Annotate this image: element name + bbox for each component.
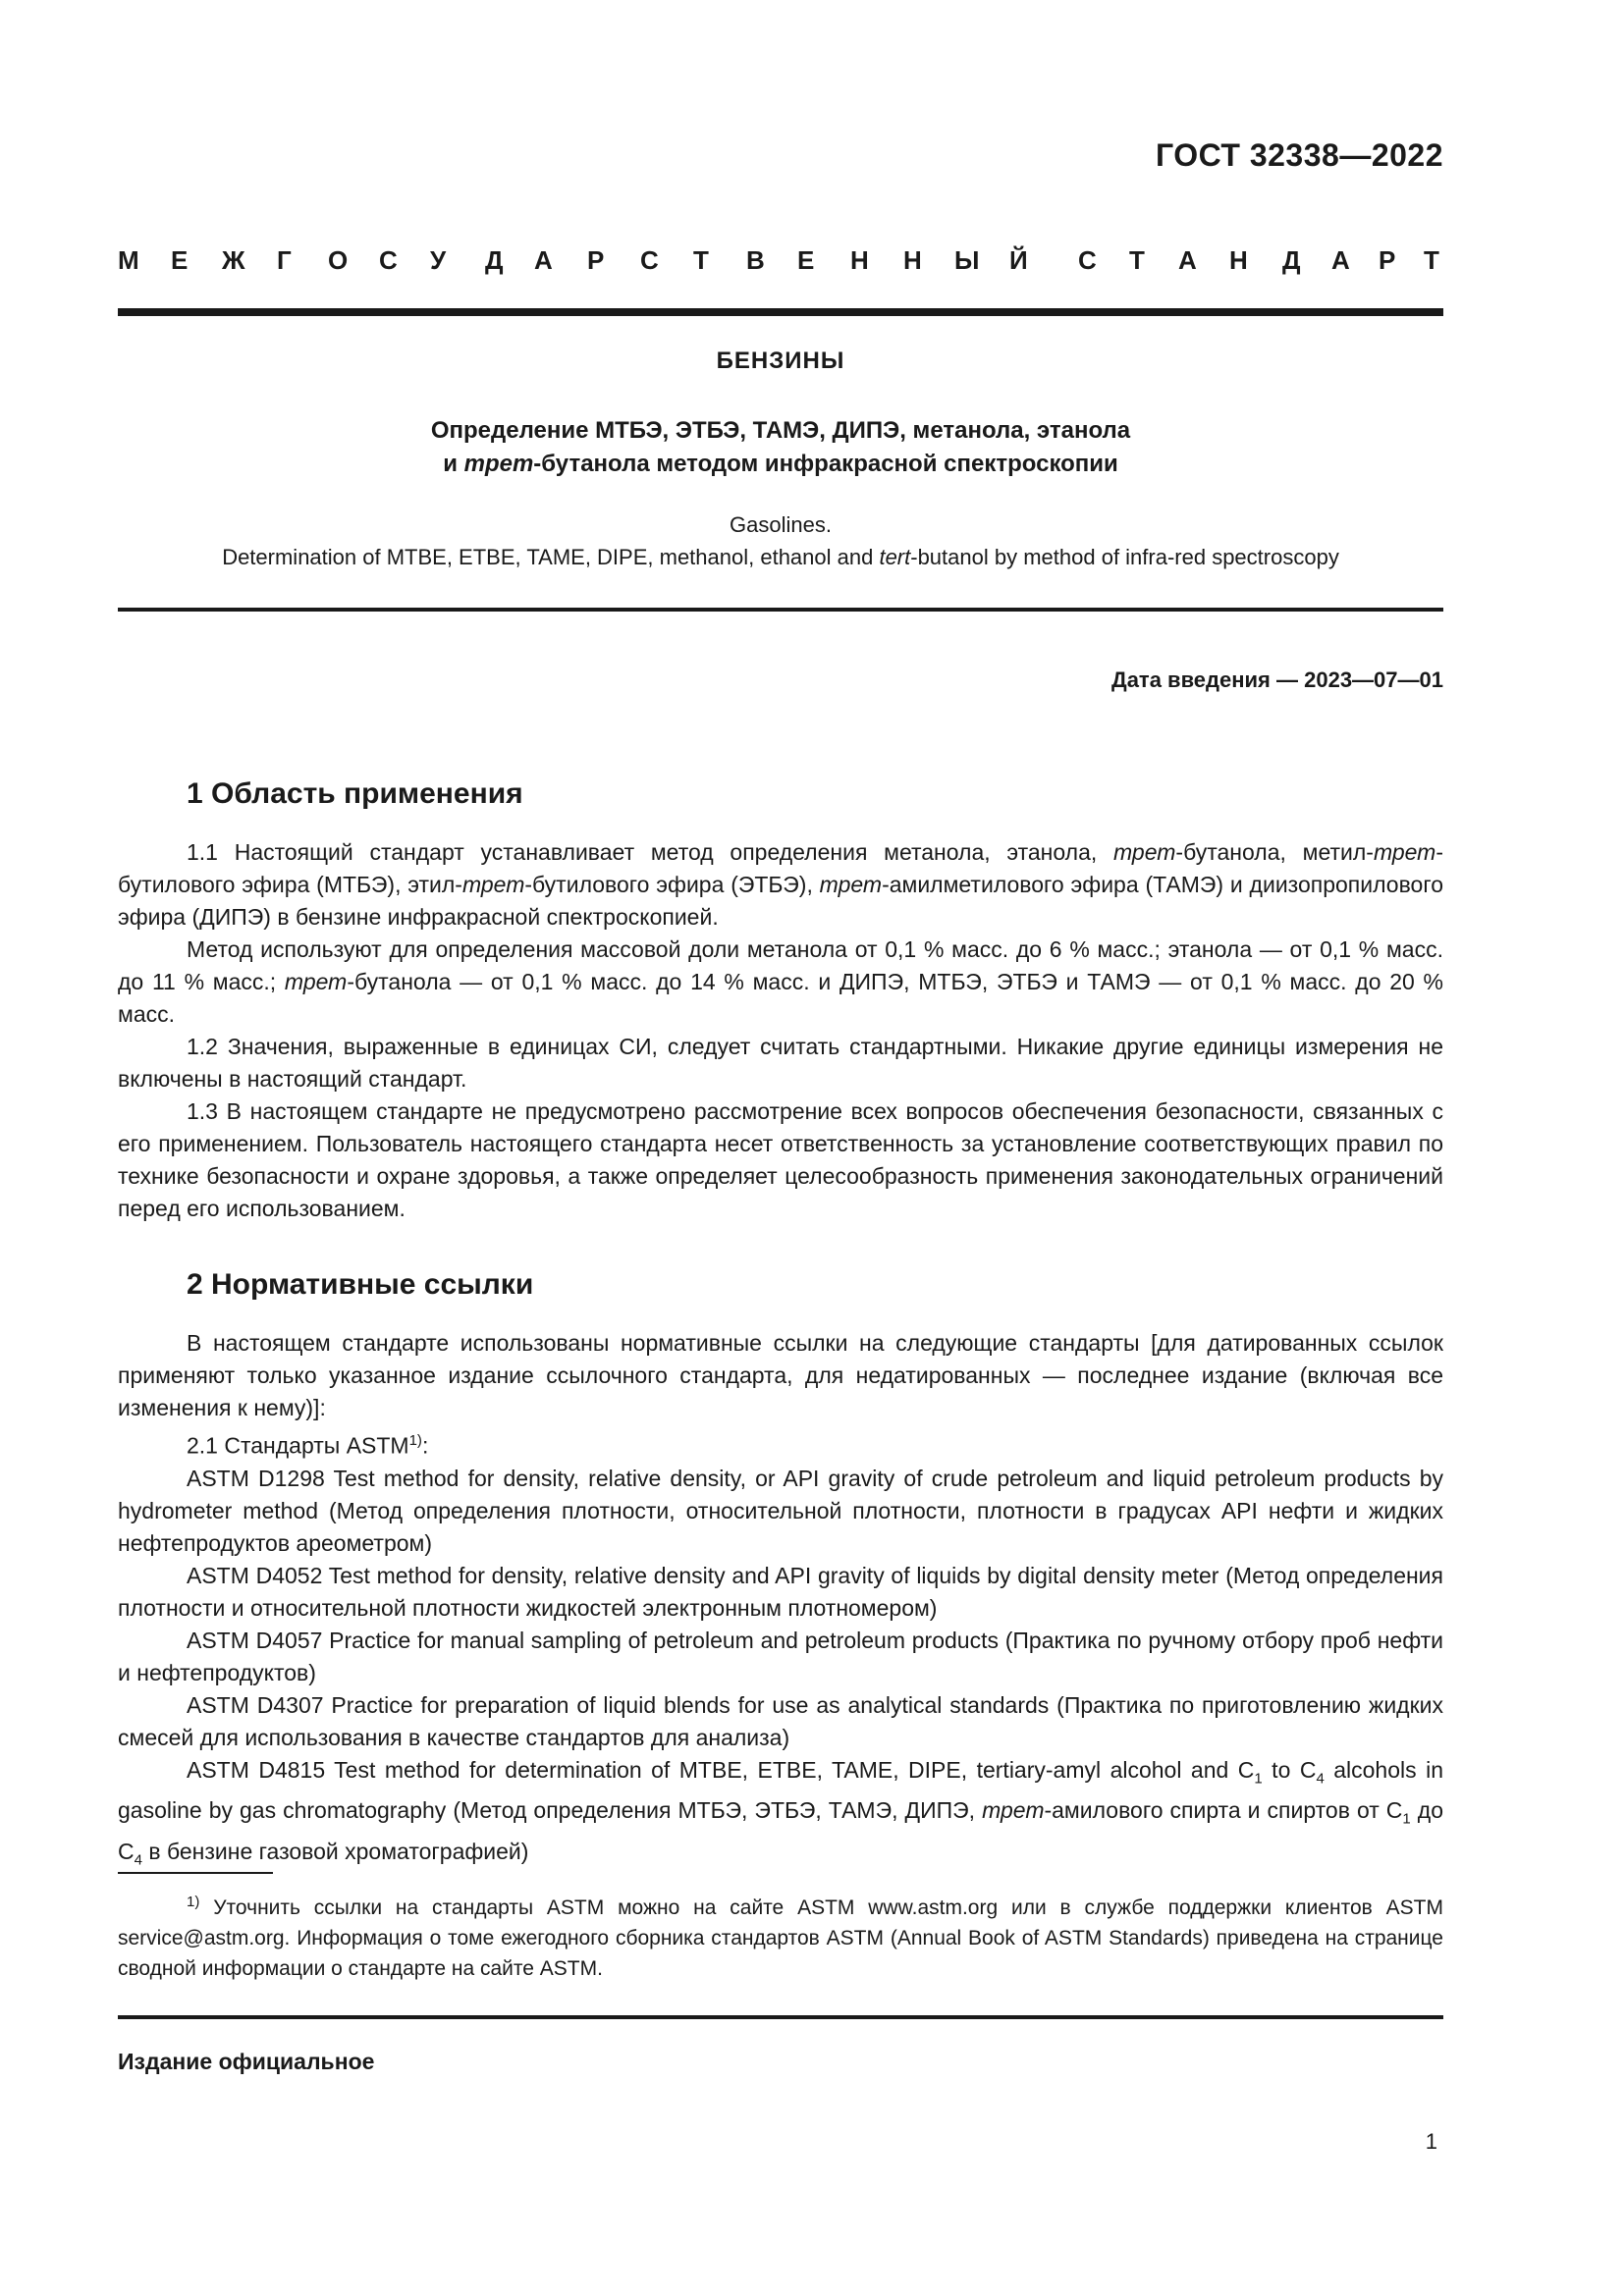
banner-letter: Ж	[222, 245, 245, 275]
subscript: 1	[1402, 1810, 1411, 1828]
banner-letter: В	[746, 245, 765, 275]
section-2-heading: 2 Нормативные ссылки	[187, 1268, 534, 1301]
subscript: 4	[134, 1851, 142, 1869]
paragraph-method-range	[118, 934, 1443, 1031]
banner-letter: С	[640, 245, 659, 275]
paragraph-2-intro: В настоящем стандарте использованы нормативные ссылки на следующие стандарты [для датированных ссылок применяют только указанное издание ссылочного стандарта, для недатированных — последнее издание (включая все изменения к нему)]:	[118, 1330, 1443, 1420]
english-title	[118, 508, 1443, 573]
paragraph-1-2: 1.2 Значения, выраженные в единицах СИ, следует считать стандартными. Никакие другие единицы измерения не включены в настоящий стандарт.	[118, 1034, 1443, 1092]
gost-number: ГОСТ 32338—2022	[1155, 137, 1443, 173]
banner-letter: А	[1178, 245, 1197, 275]
text: до C	[118, 1797, 1443, 1864]
english-title-line-1: Gasolines.	[730, 512, 832, 537]
text: Метод используют для определения массовой доли метанола от 0,1 % масс. до 6 % масс.; этанола — от 0,1 % масс. до 11 % масс.;	[118, 936, 1443, 994]
banner-letter: Е	[797, 245, 815, 275]
banner-letter: А	[534, 245, 553, 275]
banner-letter: Й	[1009, 245, 1028, 275]
section-1-body	[118, 836, 1443, 1225]
banner-letter: А	[1331, 245, 1350, 275]
paragraph-1-3: 1.3 В настоящем стандарте не предусмотрено рассмотрение всех вопросов обеспечения безопасности, связанных с его применением. Пользователь настоящего стандарта несет ответственность за установление соответствующих правил по технике безопасности и охране здоровья, а также определяет целесообразность применения законодательных ограничений перед его использованием.	[118, 1098, 1443, 1221]
banner-letter: Д	[1282, 245, 1301, 275]
footnote-ref: 1)	[408, 1432, 422, 1449]
text: alcohols in gasoline by gas chromatography (Метод определения МТБЭ, ЭТБЭ, ТАМЭ, ДИПЭ,	[118, 1756, 1443, 1824]
subscript: 1	[1254, 1770, 1263, 1788]
document-title: БЕНЗИНЫ	[716, 347, 845, 374]
footnote-separator	[118, 1872, 273, 1874]
banner-letter: Т	[693, 245, 709, 275]
italic-text: трет	[1113, 839, 1176, 865]
text: -амилового спирта и спиртов от C	[1044, 1797, 1403, 1824]
italic-text: трет	[461, 872, 525, 897]
banner-letter: Т	[1424, 245, 1439, 275]
reference-astm-d1298: ASTM D1298 Test method for density, relative density, or API gravity of crude petroleum and liquid petroleum products by hydrometer method (Метод определения плотности, относительной плотности, плотности в градусах API нефти и жидких нефтепродуктов ареометром)	[118, 1465, 1443, 1556]
banner-letter: У	[430, 245, 447, 275]
footnote	[118, 1887, 1443, 1984]
paragraph-2-1	[118, 1424, 1443, 1463]
subtitle-italic: трет	[463, 451, 534, 477]
document-page	[118, 0, 1443, 2296]
banner-letter: С	[379, 245, 398, 275]
italic-text: трет	[982, 1797, 1045, 1824]
footnote-marker: 1)	[187, 1894, 200, 1910]
text: 2.1 Стандарты ASTM	[187, 1432, 409, 1459]
text: -бутанола — от 0,1 % масс. до 14 % масс. и ДИПЭ, МТБЭ, ЭТБЭ и ТАМЭ — от 0,1 % масс. до 20 % масс.	[118, 969, 1444, 1027]
banner-letter: М	[118, 245, 139, 275]
banner-letter: Н	[903, 245, 922, 275]
text: :	[421, 1432, 429, 1459]
banner-letter: Ы	[954, 245, 980, 275]
banner-letter: С	[1078, 245, 1097, 275]
text: Уточнить ссылки на стандарты ASTM можно на сайте ASTM www.astm.org или в службе поддержки клиентов ASTM service@astm.org. Информация о томе ежегодного сборника стандартов ASTM (Annual Book of ASTM Standards) приведена на странице сводной информации о стандарте на сайте ASTM.	[118, 1896, 1443, 1980]
footer-divider	[118, 2015, 1443, 2019]
subscript: 4	[1316, 1770, 1325, 1788]
section-1-heading: 1 Область применения	[187, 777, 523, 810]
reference-astm-d4815	[118, 1754, 1443, 1877]
subtitle-line-2	[118, 448, 1443, 481]
text: в бензине газовой хроматографией)	[141, 1838, 529, 1864]
english-title-text: -butanol by method of infra-red spectroscopy	[910, 545, 1339, 569]
banner-letter: Р	[587, 245, 605, 275]
english-title-italic: tert	[879, 545, 911, 569]
interstate-standard-banner	[118, 245, 1443, 281]
banner-letter: О	[328, 245, 349, 275]
section-2-body	[118, 1327, 1443, 1876]
banner-letter: Д	[485, 245, 504, 275]
banner-letter: Н	[1229, 245, 1248, 275]
reference-astm-d4307: ASTM D4307 Practice for preparation of liquid blends for use as analytical standards (Практика по приготовлению жидких смесей для использования в качестве стандартов для анализа)	[118, 1691, 1443, 1750]
reference-astm-d4052: ASTM D4052 Test method for density, relative density and API gravity of liquids by digital density meter (Метод определения плотности и относительной плотности жидкостей электронным плотномером)	[118, 1562, 1443, 1621]
official-edition-label: Издание официальное	[118, 2049, 375, 2074]
page-number: 1	[1425, 2129, 1437, 2154]
header-divider	[118, 308, 1443, 316]
paragraph-1-1	[118, 836, 1443, 934]
italic-text: трет	[1373, 839, 1436, 865]
english-title-text: Determination of MTBE, ETBE, TAME, DIPE, methanol, ethanol and	[222, 545, 880, 569]
banner-letter: Р	[1379, 245, 1396, 275]
banner-letter: Т	[1129, 245, 1145, 275]
text: 1.1 Настоящий стандарт устанавливает метод определения метанола, этанола,	[187, 839, 1114, 865]
title-divider	[118, 608, 1443, 612]
text: ASTM D4815 Test method for determination of MTBE, ETBE, TAME, DIPE, tertiary-amyl alcohol and C	[187, 1756, 1255, 1783]
subtitle-line-1: Определение МТБЭ, ЭТБЭ, ТАМЭ, ДИПЭ, метанола, этанола	[430, 417, 1131, 444]
text: to C	[1262, 1756, 1317, 1783]
banner-letter: Е	[171, 245, 189, 275]
introduction-date: Дата введения — 2023—07—01	[1111, 667, 1443, 692]
italic-text: трет	[819, 872, 883, 897]
reference-astm-d4057: ASTM D4057 Practice for manual sampling of petroleum and petroleum products (Практика по ручному отбору проб нефти и нефтепродуктов)	[118, 1627, 1443, 1685]
text: -амилметилового эфира (ТАМЭ) и диизопропилового эфира (ДИПЭ) в бензине инфракрасной спектроскопией.	[118, 872, 1443, 930]
text: -бутанола, метил-	[1175, 839, 1374, 865]
banner-letter: Г	[277, 245, 292, 275]
banner-letter: Н	[850, 245, 869, 275]
document-subtitle	[118, 414, 1443, 481]
footnote-text	[118, 1887, 1443, 1984]
italic-text: трет	[284, 969, 348, 994]
text: -бутилового эфира (ЭТБЭ),	[524, 872, 820, 897]
subtitle-text: -бутанола методом инфракрасной спектроскопии	[533, 451, 1118, 477]
text: -бутилового эфира (МТБЭ), этил-	[118, 839, 1443, 897]
english-title-line-2	[118, 541, 1443, 573]
subtitle-text: и	[443, 451, 464, 477]
